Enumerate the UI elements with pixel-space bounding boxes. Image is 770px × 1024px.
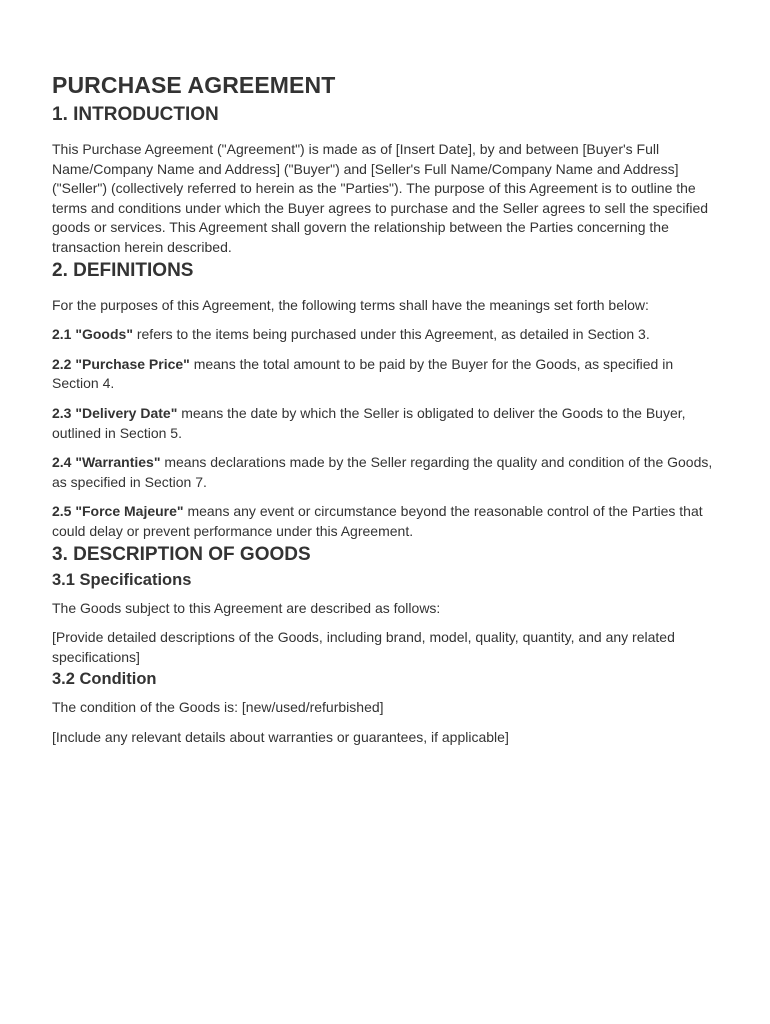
definition-text: means the total amount to be paid by the Buyer for the Goods, as specified in Section 4. bbox=[52, 355, 674, 392]
definition-text: means the date by which the Seller is obligated to deliver the Goods to the Buyer, outlined in Section 5. bbox=[52, 404, 686, 441]
definitions-intro-paragraph: For the purposes of this Agreement, the following terms shall have the meanings set forth below: bbox=[52, 296, 649, 313]
condition-paragraph: The condition of the Goods is: [new/used/refurbished] bbox=[52, 699, 384, 716]
definition-term: 2.3 "Delivery Date" bbox=[52, 404, 178, 421]
section-introduction bbox=[52, 102, 718, 258]
definition-text: means any event or circumstance beyond the reasonable control of the Parties that could delay or prevent performance under this Agreement. bbox=[52, 503, 703, 539]
definition-item-goods bbox=[52, 325, 718, 345]
definition-text: means declarations made by the Seller regarding the quality and condition of the Goods, as specified in Section 7. bbox=[52, 454, 713, 490]
definition-item-force-majeure bbox=[52, 502, 718, 541]
definition-term: 2.2 "Purchase Price" bbox=[52, 355, 190, 372]
specifications-placeholder-paragraph: [Provide detailed descriptions of the Goods, including brand, model, quality, quantity, and any related specifications] bbox=[52, 629, 675, 665]
subsection-heading-specifications: 3.1 Specifications bbox=[52, 570, 192, 589]
section-heading-introduction: 1. INTRODUCTION bbox=[52, 104, 219, 125]
definition-item-warranties bbox=[52, 453, 718, 492]
specifications-paragraph: The Goods subject to this Agreement are described as follows: bbox=[52, 599, 441, 616]
document-title: PURCHASE AGREEMENT bbox=[52, 72, 336, 98]
subsection-heading-condition: 3.2 Condition bbox=[52, 670, 157, 689]
definition-item-delivery-date bbox=[52, 404, 718, 443]
definition-term: 2.1 "Goods" bbox=[52, 326, 133, 343]
section-heading-definitions: 2. DEFINITIONS bbox=[52, 259, 194, 281]
section-heading-description-of-goods: 3. DESCRIPTION OF GOODS bbox=[52, 543, 311, 565]
introduction-paragraph: This Purchase Agreement ("Agreement") is made as of [Insert Date], by and between [Buyer's Full Name/Company Name and Address] ("Buyer") and [Seller's Full Name/Company Name and Address] ("Seller") (collectively referred to herein as the "Parties"). The purpose of this Agreement is to outline the terms and conditions under which the Buyer agrees to purchase and the Seller agrees to sell the specified goods or services. This Agreement shall govern the relationship between the Parties concerning the transaction herein described. bbox=[52, 141, 709, 255]
condition-placeholder-paragraph: [Include any relevant details about warranties or guarantees, if applicable] bbox=[52, 728, 509, 745]
definition-term: 2.5 "Force Majeure" bbox=[52, 503, 184, 520]
definition-item-purchase-price bbox=[52, 355, 718, 394]
section-definitions bbox=[52, 258, 718, 542]
section-description-of-goods bbox=[52, 542, 718, 748]
definition-term: 2.4 "Warranties" bbox=[52, 454, 161, 471]
definition-text: refers to the items being purchased under this Agreement, as detailed in Section 3. bbox=[132, 326, 650, 343]
